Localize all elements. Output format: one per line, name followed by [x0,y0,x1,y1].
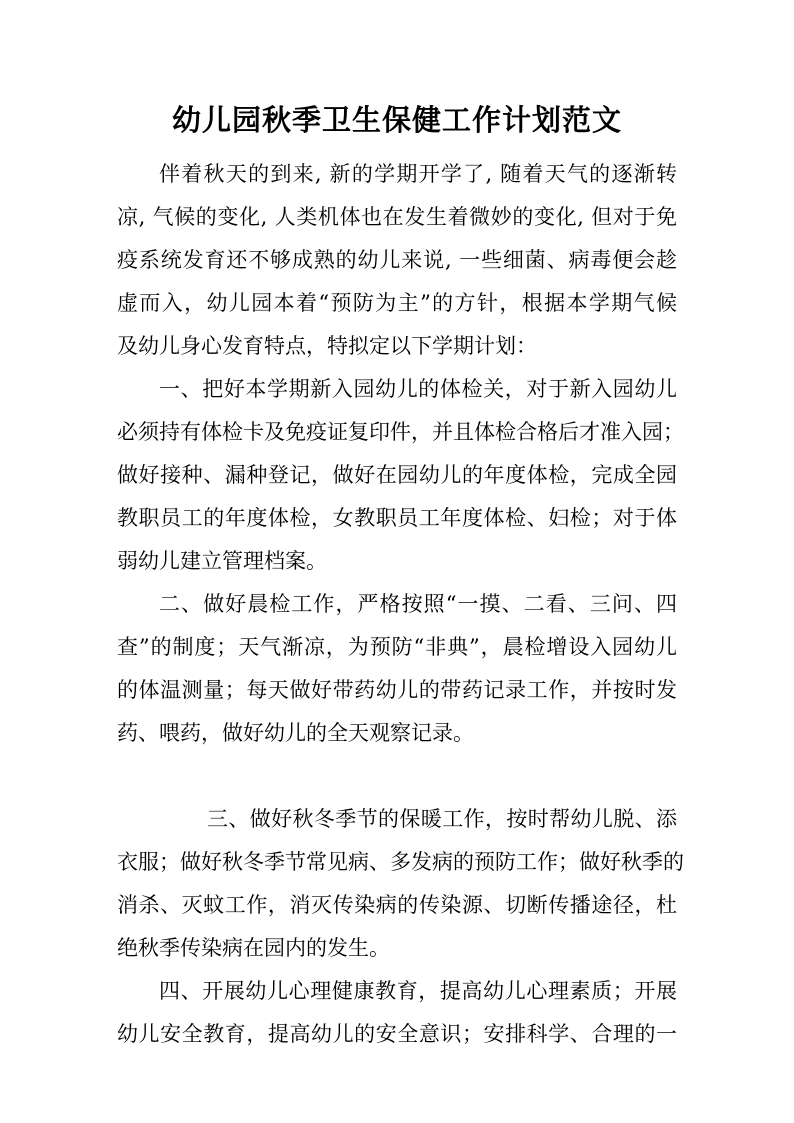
paragraph-line: 做好接种、漏种登记，做好在园幼儿的年度体检，完成全园 [117,463,677,487]
paragraph-line: 伴着秋天的到来, 新的学期开学了, 随着天气的逐渐转 [159,162,677,186]
paragraph-line: 药、喂药，做好幼儿的全天观察记录。 [117,721,474,745]
paragraph-line: 一、把好本学期新入园幼儿的体检关，对于新入园幼儿 [159,377,677,401]
paragraph-line: 幼儿安全教育，提高幼儿的安全意识；安排科学、合理的一 [117,1022,677,1046]
paragraph-line: 衣服；做好秋冬季节常见病、多发病的预防工作；做好秋季的 [117,850,684,874]
paragraph-line: 必须持有体检卡及免疫证复印件，并且体检合格后才准入园； [117,420,684,444]
paragraph-line: 四、开展幼儿心理健康教育，提高幼儿心理素质；开展 [159,979,677,1003]
paragraph-line: 弱幼儿建立管理档案。 [117,549,327,573]
paragraph-line: 虚而入，幼儿园本着“预防为主”的方针，根据本学期气候 [117,291,677,315]
paragraph-line: 凉, 气候的变化, 人类机体也在发生着微妙的变化, 但对于免 [117,205,677,229]
paragraph-line: 疫系统发育还不够成熟的幼儿来说, 一些细菌、病毒便会趁 [117,248,677,272]
document-title: 幼儿园秋季卫生保健工作计划范文 [171,103,622,137]
paragraph-line: 消杀、灭蚊工作，消灭传染病的传染源、切断传播途径，杜 [117,893,677,917]
paragraph-line: 查”的制度；天气渐凉，为预防“非典”，晨检增设入园幼儿 [117,635,677,659]
paragraph-line: 教职员工的年度体检，女教职员工年度体检、妇检；对于体 [117,506,677,530]
paragraph-line: 二、做好晨检工作，严格按照“一摸、二看、三问、四 [159,592,677,616]
paragraph-line: 及幼儿身心发育特点，特拟定以下学期计划： [117,334,537,358]
paragraph-line: 绝秋季传染病在园内的发生。 [117,936,390,960]
paragraph-line: 三、做好秋冬季节的保暖工作，按时帮幼儿脱、添 [207,807,677,831]
paragraph-line: 的体温测量；每天做好带药幼儿的带药记录工作，并按时发 [117,678,677,702]
